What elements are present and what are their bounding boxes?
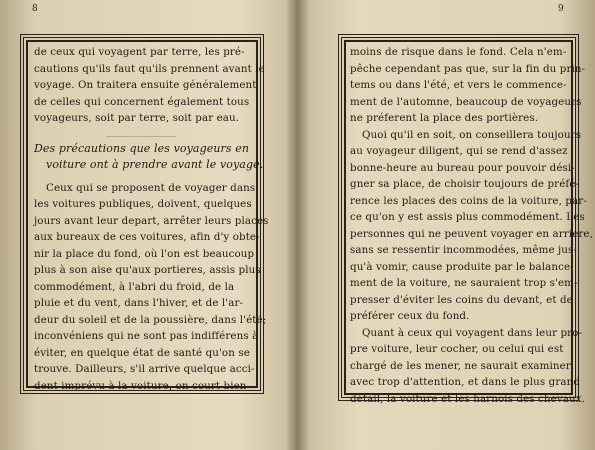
section-heading: Des précautions que les voyageurs en [34,141,250,155]
text-line: plus à son aise qu'aux portieres, assis plus [34,264,261,276]
text-line: jours avant leur depart, arrêter leurs places [34,214,269,227]
text-line: aux bureaux de ces voitures, afin d'y obte- [34,231,260,243]
text-line: pluie et du vent, dans l'hiver, et de l'ar- [34,297,244,309]
text-line: ce qu'on y est assis plus commodément. Les [350,211,585,223]
text-line: pre voiture, leur cocher, ou celui qui est [350,343,564,355]
text-line: pêche cependant pas que, sur la fin du prin- [350,62,586,75]
section-heading: voiture ont à prendre avant le voyage. [46,158,264,171]
text-line: de celles qui concernent également tous [34,95,250,108]
text-line: Quoi qu'il en soit, on conseillera toujours [362,128,582,141]
text-line: personnes qui ne peuvent voyager en arriere, [350,227,593,240]
text-line: éviter, en quelque état de santé qu'on se [34,346,250,359]
text-line: qu'à vomir, cause produite par le balance- [350,260,574,273]
text-line: Ceux qui se proposent de voyager dans [46,181,256,194]
text-line: rence les places des coins de la voiture, par- [350,194,587,207]
text-line: nir la place du fond, où l'on est beaucoup [34,247,255,260]
right-page-text [350,44,593,407]
text-line: voyageurs, soit par terre, soit par eau. [34,112,240,124]
text-line: moins de risque dans le fond. Cela n'em- [350,46,567,58]
text-line: commodément, à l'abri du froid, de la [34,280,235,293]
text-line: préférer ceux du fond. [350,310,470,322]
text-line: inconvéniens qui ne sont pas indifférens à [34,330,259,342]
text-line: trouve. Dailleurs, s'il arrive quelque acci- [34,363,255,375]
text-line: tems ou dans l'été, et vers le commence- [350,79,567,91]
text-line: bonne-heure au bureau pour pouvoir dési- [350,161,575,174]
text-line: ne préferent la place des portières. [350,112,539,124]
text-line: les voitures publiques, doivent, quelques [34,198,252,210]
text-line: de ceux qui voyagent par terre, les pré- [34,46,245,58]
text-line: cautions qu'ils faut qu'ils prennent avant le [34,62,265,75]
text-line: sans se ressentir incommodées, même jus- [350,244,578,256]
text-line: voyage. On traitera ensuite généralement [34,79,257,91]
text-line: ment de l'automne, beaucoup de voyageurs [350,95,582,108]
text-line: au voyageur diligent, qui se rend d'assez [350,145,568,157]
text-line: chargé de les mener, ne saurait examiner [350,359,571,372]
page-number-left: 8 [32,4,38,14]
text-line: détail, la voiture et les harnois des chevaux. [350,392,585,405]
text-line: ment de la voiture, ne sauraient trop s'em- [350,277,578,289]
text-line: gner sa place, de choisir toujours de préfé- [350,178,580,190]
page-number-right: 9 [558,4,564,14]
text-line: deur du soleil et de la poussière, dans l'été; [34,313,267,326]
left-page-text [34,44,269,394]
text-line: presser d'éviter les coins du devant, et de [350,293,573,306]
text-line: dent imprévu à la voiture, on court bien [34,379,247,392]
text-line: Quant à ceux qui voyagent dans leur pro- [362,326,583,339]
text-line: avec trop d'attention, et dans le plus grand [350,376,581,388]
